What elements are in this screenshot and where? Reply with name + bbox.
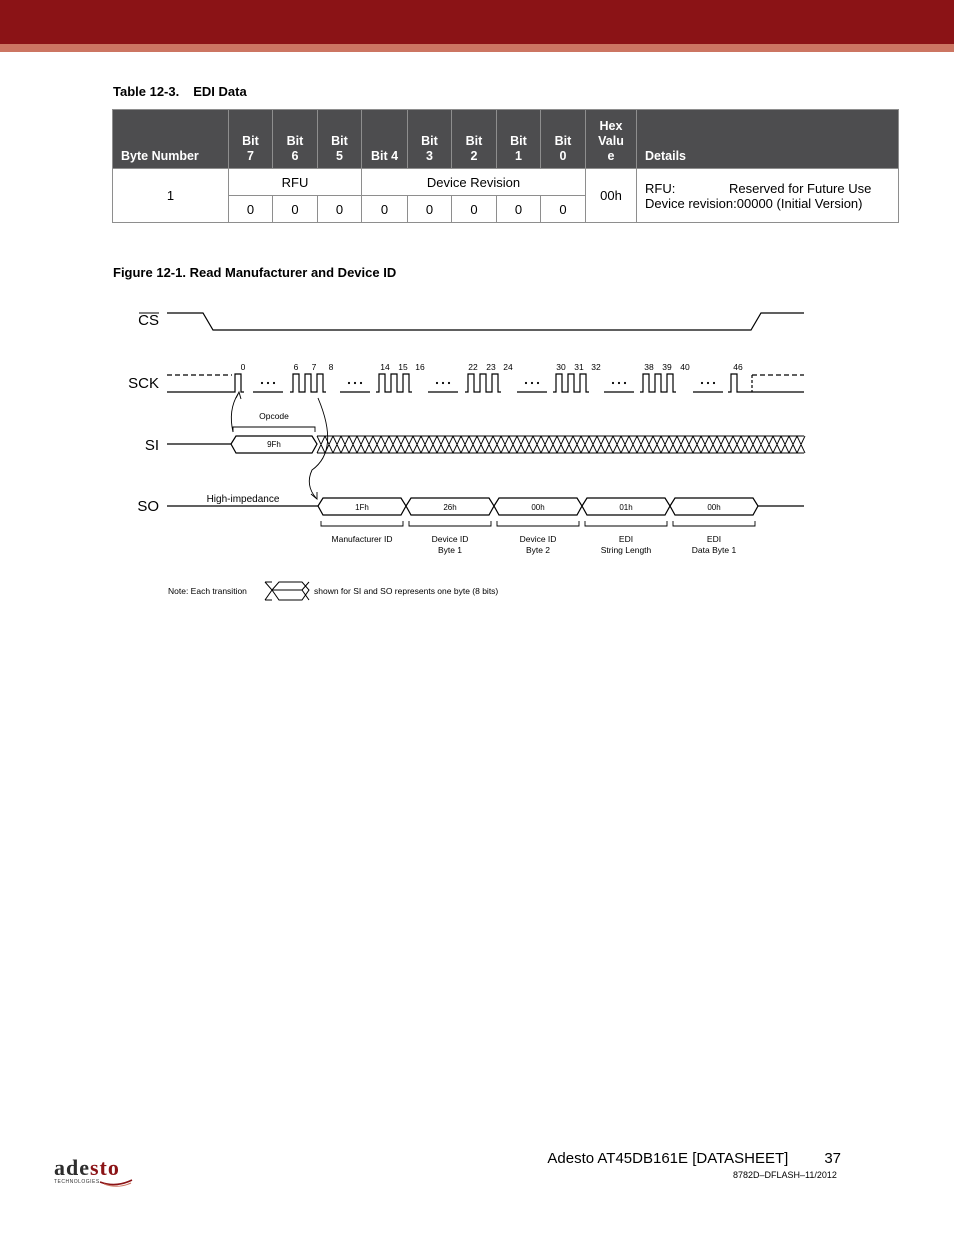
so-byte-value: 00h	[707, 503, 721, 512]
so-byte-bracket	[409, 521, 491, 526]
sck-pulse-group	[465, 374, 501, 392]
so-byte-label: Device ID	[431, 534, 469, 544]
clock-number: 16	[415, 362, 425, 372]
header-bit-5: Bit 5	[318, 110, 362, 169]
signal-label-so: SO	[137, 498, 159, 515]
sck-ellipsis-dot	[448, 382, 450, 384]
header-bit-1: Bit 1	[497, 110, 541, 169]
note-text-right: shown for SI and SO represents one byte (8 bits)	[314, 586, 499, 596]
clock-number: 24	[503, 362, 513, 372]
sck-ellipsis-dot	[360, 382, 362, 384]
sck-ellipsis-dot	[707, 382, 709, 384]
so-byte-value: 1Fh	[355, 503, 369, 512]
header-details: Details	[637, 110, 899, 169]
clock-number: 30	[556, 362, 566, 372]
signal-label-sck: SCK	[128, 375, 159, 392]
details-rfu-value: Reserved for Future Use	[729, 180, 872, 196]
adesto-logo	[54, 1155, 134, 1189]
cell-rfu: RFU	[229, 169, 362, 196]
sck-pulse-group	[376, 374, 412, 392]
header-bit-7: Bit 7	[229, 110, 273, 169]
arrow-sck-to-si	[231, 394, 238, 432]
header-bit-0: Bit 0	[541, 110, 586, 169]
clock-number: 0	[240, 362, 246, 372]
clock-number: 46	[733, 362, 743, 372]
sck-ellipsis-dot	[612, 382, 614, 384]
so-byte-value: 26h	[443, 503, 457, 512]
sck-ellipsis-dot	[701, 382, 703, 384]
clock-number: 32	[591, 362, 601, 372]
cell-byte-number: 1	[113, 169, 229, 223]
cell-device-revision: Device Revision	[362, 169, 586, 196]
so-byte-label: Manufacturer ID	[331, 534, 393, 544]
clock-number: 14	[380, 362, 390, 372]
sck-ellipsis-dot	[436, 382, 438, 384]
logo-subtitle: TECHNOLOGIES	[54, 1179, 100, 1185]
footer-doc-code: 8782D–DFLASH–11/2012	[733, 1170, 837, 1180]
header-bit-3: Bit 3	[408, 110, 452, 169]
sck-ellipsis-dot	[273, 382, 275, 384]
table-caption-title: EDI Data	[193, 84, 247, 99]
cell-bit-6-value: 0	[273, 196, 318, 223]
cell-bit-0-value: 0	[541, 196, 586, 223]
si-dont-care-region	[317, 436, 805, 453]
sck-ellipsis-dot	[261, 382, 263, 384]
so-byte-sublabel: String Length	[600, 545, 652, 555]
sck-ellipsis-dot	[267, 382, 269, 384]
sck-pulse-group	[640, 374, 676, 392]
details-rfu-key: RFU:	[645, 180, 676, 196]
sck-pulse-group	[232, 374, 244, 392]
so-byte-sublabel: Byte 2	[525, 545, 551, 555]
clock-number: 38	[644, 362, 654, 372]
sck-ellipsis-dot	[537, 382, 539, 384]
header-bit-2: Bit 2	[452, 110, 497, 169]
sck-pulse-group	[290, 374, 326, 392]
clock-number: 39	[662, 362, 672, 372]
header-bit-4: Bit 4	[362, 110, 408, 169]
cell-bit-5-value: 0	[318, 196, 362, 223]
so-byte-label: EDI	[706, 534, 722, 544]
sck-pulse-group	[728, 374, 740, 392]
cell-bit-3-value: 0	[408, 196, 452, 223]
so-byte-bracket	[673, 521, 755, 526]
figure-caption-title: Read Manufacturer and Device ID	[189, 265, 397, 280]
so-byte-sublabel: Data Byte 1	[691, 545, 737, 555]
sck-ellipsis-dot	[618, 382, 620, 384]
so-byte-label: Device ID	[519, 534, 557, 544]
so-byte-bracket	[497, 521, 579, 526]
sck-ellipsis-dot	[442, 382, 444, 384]
so-high-impedance-label: High-impedance	[206, 494, 280, 505]
clock-number: 15	[398, 362, 408, 372]
arrow-sck-to-so	[309, 398, 327, 498]
page-number: 37	[824, 1150, 841, 1167]
clock-number: 6	[293, 362, 299, 372]
arrow-head	[236, 392, 241, 399]
clock-number: 40	[680, 362, 690, 372]
sck-ellipsis-dot	[531, 382, 533, 384]
signal-label-si: SI	[144, 437, 159, 454]
so-byte-value: 01h	[619, 503, 633, 512]
si-opcode-value: 9Fh	[267, 440, 281, 449]
figure-caption-number: Figure 12-1.	[113, 265, 186, 280]
so-byte-bracket	[321, 521, 403, 526]
note-text-left: Note: Each transition	[168, 586, 247, 596]
cell-bit-4-value: 0	[362, 196, 408, 223]
signal-label-cs: CS	[138, 312, 159, 329]
opcode-label: Opcode	[259, 411, 289, 421]
clock-number: 22	[468, 362, 478, 372]
note-transition-icon	[265, 582, 309, 600]
cell-bit-2-value: 0	[452, 196, 497, 223]
so-byte-sublabel: Byte 1	[437, 545, 463, 555]
footer-doc-title: Adesto AT45DB161E [DATASHEET]	[547, 1150, 789, 1167]
sck-ellipsis-dot	[624, 382, 626, 384]
clock-number: 31	[574, 362, 584, 372]
header-hex-value: Hex Valu e	[586, 110, 637, 169]
sck-pulse-group	[553, 374, 589, 392]
header-bit-6: Bit 6	[273, 110, 318, 169]
header-byte-number: Byte Number	[113, 110, 229, 169]
cell-bit-7-value: 0	[229, 196, 273, 223]
so-byte-bracket	[585, 521, 667, 526]
so-byte-label: EDI	[618, 534, 634, 544]
clock-number: 8	[328, 362, 334, 372]
logo-wordmark: adesto	[54, 1155, 120, 1180]
sck-ellipsis-dot	[713, 382, 715, 384]
so-byte-value: 00h	[531, 503, 545, 512]
cell-bit-1-value: 0	[497, 196, 541, 223]
opcode-bracket	[233, 427, 315, 432]
footer-title	[547, 1150, 841, 1167]
cell-hex-value: 00h	[586, 169, 637, 223]
clock-number: 7	[311, 362, 317, 372]
sck-ellipsis-dot	[354, 382, 356, 384]
clock-number: 23	[486, 362, 496, 372]
details-revision: Device revision:00000 (Initial Version)	[645, 195, 863, 211]
sck-ellipsis-dot	[348, 382, 350, 384]
sck-ellipsis-dot	[525, 382, 527, 384]
cs-waveform	[167, 313, 804, 330]
table-caption-number: Table 12-3.	[113, 84, 180, 99]
logo-swoosh-icon	[98, 1177, 134, 1187]
